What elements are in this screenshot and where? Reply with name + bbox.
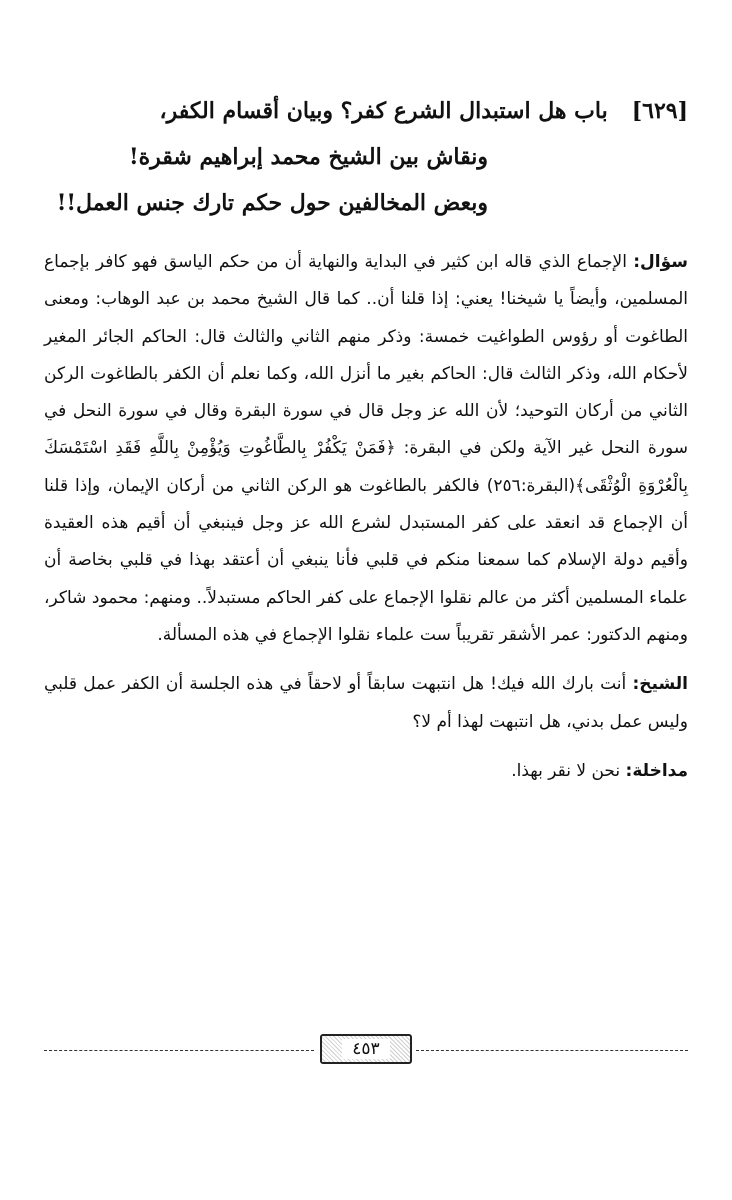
paragraph-text: أنت بارك الله فيك! هل انتبهت سابقاً أو لاحقاً في هذه الجلسة أن الكفر عمل قلبي وليس عمل بدني، هل انتبهت لهذا أم لا؟ (44, 674, 688, 732)
heading-line-3: وبعض المخالفين حول حكم تارك جنس العمل!! (56, 190, 488, 216)
heading-text-1: باب هل استبدال الشرع كفر؟ وبيان أقسام الكفر، (159, 98, 608, 124)
sheikh-paragraph (44, 666, 688, 741)
intervention-paragraph (44, 753, 688, 790)
footer-divider-right (416, 1050, 688, 1051)
page-number-frame (320, 1034, 412, 1064)
speaker-label: مداخلة: (625, 760, 688, 781)
page-number: ٤٥٣ (342, 1039, 390, 1059)
page-body (44, 88, 688, 802)
paragraph-text: نحن لا نقر بهذا. (511, 760, 626, 781)
speaker-label: الشيخ: (632, 674, 688, 695)
page-footer (44, 1034, 688, 1064)
paragraph-text: الإجماع الذي قاله ابن كثير في البداية والنهاية أن من حكم الياسق فهو كافر بإجماع المسلمين، وأيضاً يا شيخنا! يعني: إذا قلنا أن.. كما قال الشيخ محمد بن عبد الوهاب: ومعنى الطاغوت أو رؤوس الطواغيت خمسة: وذكر منهم الثاني والثالث قال: الحاكم الجائر المغير لأحكام الله، وذكر الثالث قال: الحاكم بغير ما أنزل الله، وكما نعلم أن الكفر بالطاغوت الركن الثاني من أركان التوحيد؛ لأن الله عز وجل قال في سورة البقرة وقال في سورة النحل في سورة النحل غير الآية ولكن في البقرة: ﴿فَمَنْ يَكْفُرْ بِالطَّاغُوتِ وَيُؤْمِنْ بِاللَّهِ فَقَدِ اسْتَمْسَكَ بِالْعُرْوَةِ الْوُثْقَى﴾(البقرة:٢٥٦) فالكفر بالطاغوت هو الركن الثاني من أركان الإيمان، وإذا قلنا أن الإجماع قد انعقد على كفر المستبدل لشرع الله عز وجل فينبغي أن أقيم هذه العقيدة وأقيم دولة الإسلام كما سمعنا منكم في قلبي فأنا ينبغي أن أعتقد بهذا في قلبي بخاصة أن علماء المسلمين أكثر من عالم نقلوا الإجماع على كفر الحاكم مستبدلاً.. ومنهم: محمود شاكر، ومنهم الدكتور: عمر الأشقر تقريباً ست علماء نقلوا الإجماع في هذه المسألة. (44, 252, 688, 645)
footer-divider-left (44, 1050, 314, 1051)
heading-line-1 (44, 88, 688, 134)
speaker-label: سؤال: (633, 252, 688, 272)
question-paragraph (44, 244, 688, 654)
chapter-number: [٦٢٩] (631, 98, 688, 124)
chapter-heading (44, 88, 688, 226)
heading-line-2: ونقاش بين الشيخ محمد إبراهيم شقرة! (128, 144, 488, 170)
